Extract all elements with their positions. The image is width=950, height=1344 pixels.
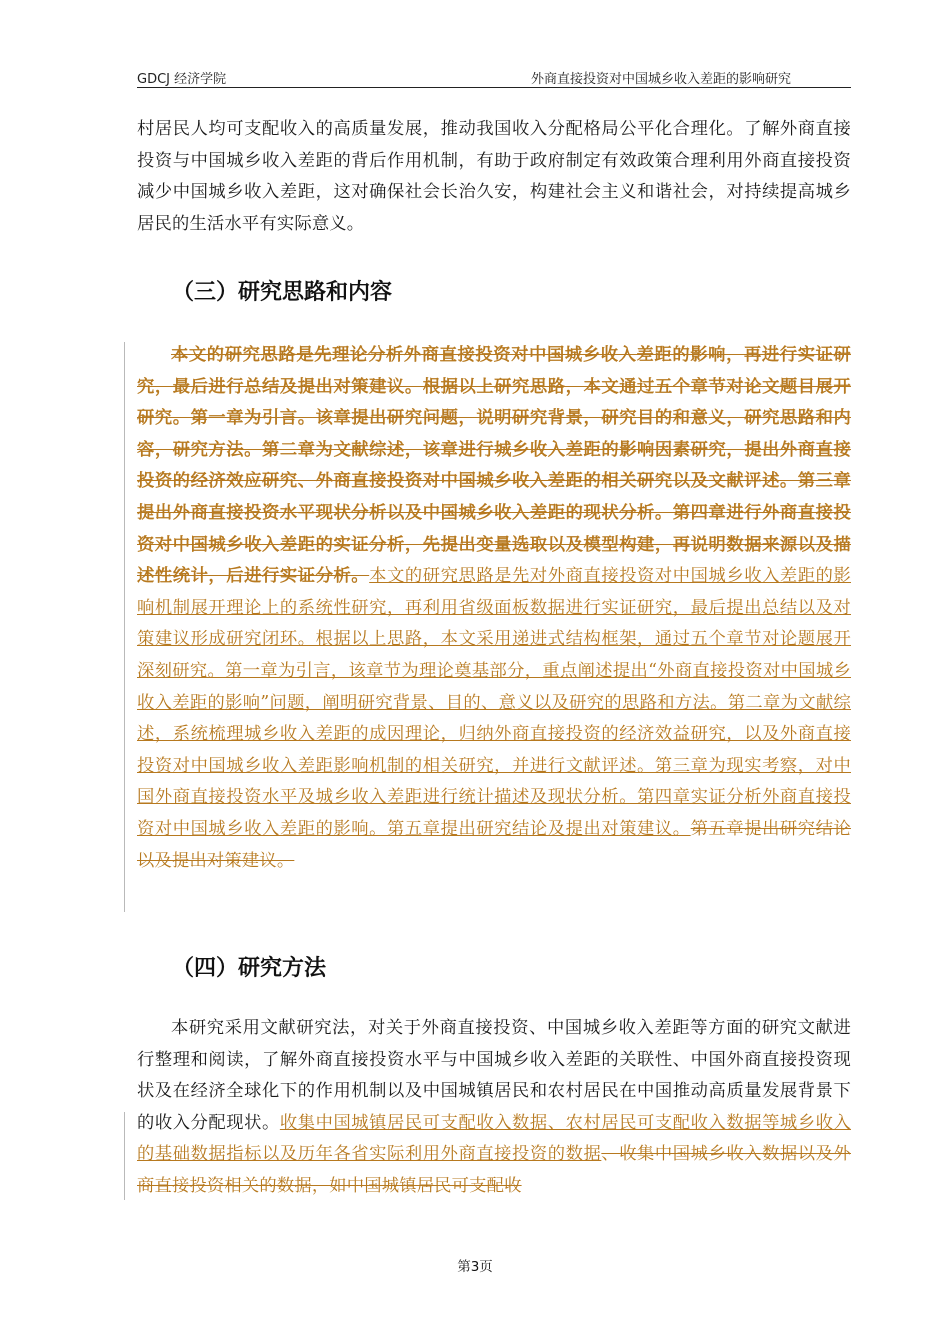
header-left: GDCJ 经济学院 bbox=[137, 72, 227, 87]
header-rule bbox=[137, 87, 851, 88]
plain-text: 本研究采用文献研究法，对关于外商直接投资、中国城乡收入差距等方面的研究文献进行整理和阅读，了解外商直接投资水平与中国城乡收入差距的关联性、中国外商直接投资现状及在经济全球化下的作用机制以及中国城镇居民和农村居民在中国推动高质量发展背景下的收入分配现状。 bbox=[137, 1018, 851, 1133]
paragraph-2 bbox=[137, 340, 851, 877]
inserted-text: 收集中国城镇居民可支配收入数据、农村居民可支配收入数据等城乡收入的基础数据指标以及历年各省实际利用外商直接投资的数据 bbox=[137, 1112, 851, 1165]
header-right: 外商直接投资对中国城乡收入差距的影响研究 bbox=[530, 72, 791, 87]
revision-bar bbox=[124, 1112, 125, 1200]
page-number: 第3页 bbox=[457, 1259, 493, 1275]
revision-bar bbox=[124, 342, 125, 912]
paragraph-1: 村居民人均可支配收入的高质量发展，推动我国收入分配格局公平化合理化。了解外商直接投资与中国城乡收入差距的背后作用机制，有助于政府制定有效政策合理利用外商直接投资减少中国城乡收入差距，这对确保社会长治久安，构建社会主义和谐社会，对持续提高城乡居民的生活水平有实际意义。 bbox=[137, 119, 851, 234]
inserted-text: 本文的研究思路是先对外商直接投资对中国城乡收入差距的影响机制展开理论上的系统性研究，再利用省级面板数据进行实证研究，最后提出总结以及对策建议形成研究闭环。根据以上思路，本文采用递进式结构框架，通过五个章节对论题展开深刻研究。第一章为引言，该章节为理论奠基部分，重点阐述提出“外商直接投资对中国城乡收入差距的影响”问题，阐明研究背景、目的、意义以及研究的思路和方法。第二章为文献综述，系统梳理城乡收入差距的成因理论，归纳外商直接投资的经济效益研究，以及外商直接投资对中国城乡收入差距影响机制的相关研究，并进行文献评述。第三章为现实考察，对中国外商直接投资水平及城乡收入差距进行统计描述及现状分析。第四章实证分析外商直接投资对中国城乡收入差距的影响。第五章提出研究结论及提出对策建议。 bbox=[137, 566, 851, 839]
section-heading-4: （四）研究方法 bbox=[172, 956, 327, 981]
section-heading-3: （三）研究思路和内容 bbox=[172, 280, 393, 305]
deleted-text: 本文的研究思路是先理论分析外商直接投资对中国城乡收入差距的影响，再进行实证研究，最后进行总结及提出对策建议。根据以上研究思路，本文通过五个章节对论文题目展开研究。第一章为引言。该章提出研究问题，说明研究背景，研究目的和意义，研究思路和内容，研究方法。第二章为文献综述，该章进行城乡收入差距的影响因素研究，提出外商直接投资的经济效应研究、外商直接投资对中国城乡收入差距的相关研究以及文献评述。第三章提出外商直接投资水平现状分析以及中国城乡收入差距的现状分析。第四章进行外商直接投资对中国城乡收入差距的实证分析，先提出变量选取以及模型构建，再说明数据来源以及描述性统计，后进行实证分析。 bbox=[137, 345, 851, 587]
deleted-text-tail: 第五章提出研究结论以及提出对策建议。 bbox=[137, 818, 851, 871]
page-header bbox=[137, 66, 851, 88]
paragraph-3 bbox=[137, 1013, 851, 1203]
deleted-text: 、收集中国城乡收入数据以及外商直接投资相关的数据，如中国城镇居民可支配收 bbox=[137, 1144, 851, 1196]
